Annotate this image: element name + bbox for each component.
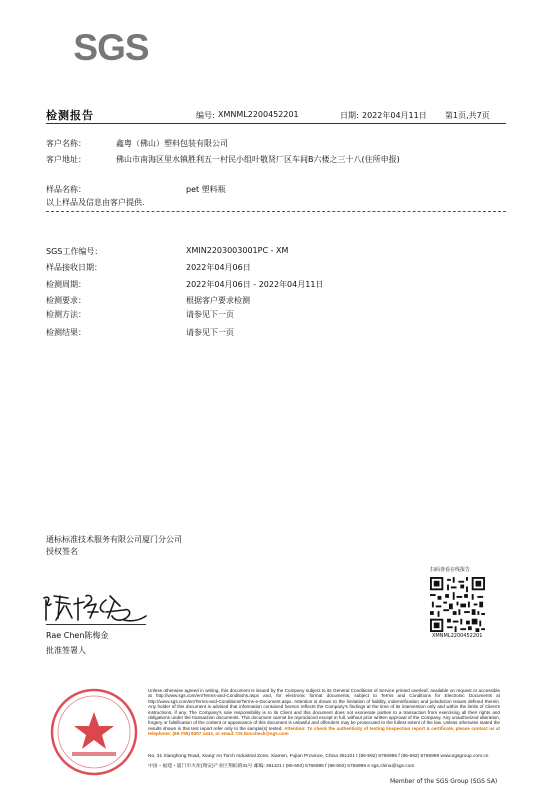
client-name: 鑫粤（佛山）塑料包装有限公司 — [116, 139, 228, 148]
sgs-job-no: XMIN2203003001PC - XM — [186, 246, 289, 255]
sample-name: pet 塑料瓶 — [186, 185, 226, 194]
qr-caption-bottom: XMNML2200452201 — [432, 633, 483, 639]
signer-name: Rae Chen陈梅金 — [46, 631, 109, 640]
member-note: Member of the SGS Group (SGS SA) — [390, 778, 498, 785]
test-method-label: 检测方法： — [46, 310, 86, 319]
test-method: 请参见下一页 — [186, 310, 234, 319]
issuing-company: 通标标准技术服务有限公司厦门分公司 — [46, 535, 182, 544]
report-number: XMNML2200452201 — [218, 110, 299, 119]
report-title: 检测报告 — [46, 109, 94, 122]
report-date-label: 日期: — [340, 111, 359, 120]
client-address: 佛山市南海区里水镇胜利五一村民小组叶敬贤厂区车间B六楼之三十八(住所申报) — [116, 155, 400, 164]
page-info: 第1页,共7页 — [445, 111, 490, 120]
test-requirement-label: 检测要求： — [46, 296, 86, 305]
authenticity-warning: Attention: To check the authenticity of testing /inspection report & certificate, please contact us at telephone: (86-755) 8307 1443, or email: CN.Doccheck@sgs.com — [148, 725, 500, 737]
report-number-label: 编号: — [196, 111, 215, 120]
qr-caption-top: 扫码查看在线报告 — [430, 567, 471, 573]
test-requirement: 根据客户要求检测 — [186, 296, 250, 305]
handwritten-signature — [40, 590, 150, 624]
test-period: 2022年04月06日 - 2022年04月11日 — [186, 280, 324, 289]
client-name-label: 客户名称： — [46, 139, 86, 148]
sample-name-label: 样品名称： — [46, 185, 86, 194]
sgs-logo — [73, 26, 149, 70]
address-en: No. 31 Xianghong Road, Xiang' An Torch Industrial Zone, Xiamen, Fujian Province, China 361101 t (86-592) 5766995 f (86-592) 5766999 www.sgsgroup.com.cn — [148, 754, 489, 759]
test-result-label: 检测结果： — [46, 328, 86, 337]
client-address-label: 客户地址： — [46, 155, 86, 164]
signature-line — [46, 624, 146, 625]
test-result: 请参见下一页 — [186, 328, 234, 337]
authorized-signature-label: 授权签名 — [46, 547, 78, 556]
address-cn: 中国・福建・厦门市火炬(翔安)产业区翔虹路31号 邮编: 361101 t (86-592) 5766995 f (86-592) 5766999 e sgs.china@sgs.com — [148, 764, 415, 769]
sgs-job-no-label: SGS工作编号： — [46, 247, 103, 256]
sgs-logo-text: SGS — [73, 27, 149, 68]
test-period-label: 检测周期： — [46, 280, 86, 289]
received-date: 2022年04月06日 — [186, 263, 251, 272]
sample-note: 以上样品及信息由客户提供. — [46, 198, 145, 207]
report-date: 2022年04月11日 — [362, 111, 427, 120]
terms-fine-print — [148, 688, 500, 737]
received-date-label: 样品接收日期： — [46, 263, 102, 272]
header-rule — [46, 123, 506, 124]
official-stamp — [48, 686, 140, 778]
terms-text: Unless otherwise agreed in writing, this document is issued by the Company subject to its General Conditions of Service printed overleaf, available on request or accessible at http://www.sgs.com/en/Terms-and-Conditions.aspx and, for electronic format documents, subject to Terms and Conditions for Electronic Documents at http://www.sgs.com/en/Terms-and-Conditions/Terms-e-Document.aspx. Attention is drawn to the limitation of liability, indemnification and jurisdiction issues defined therein. Any holder of this document is advised that information contained hereon reflects the Company's findings at the time of its intervention only and within the limits of Client's instructions, if any. The Company's sole responsibility is to its Client and this document does not exonerate parties to a transaction from exercising all their rights and obligations under the transaction documents. This document cannot be reproduced except in full, without prior written approval of the Company. Any unauthorized alteration, forgery or falsification of the content or appearance of this document is unlawful and offenders may be prosecuted to the fullest extent of the law. Unless otherwise stated the results shown in this test report refer only to the sample(s) tested. — [148, 688, 500, 731]
sample-divider — [46, 211, 506, 212]
qr-code[interactable] — [430, 577, 485, 632]
signer-role: 批准签署人 — [46, 646, 86, 655]
